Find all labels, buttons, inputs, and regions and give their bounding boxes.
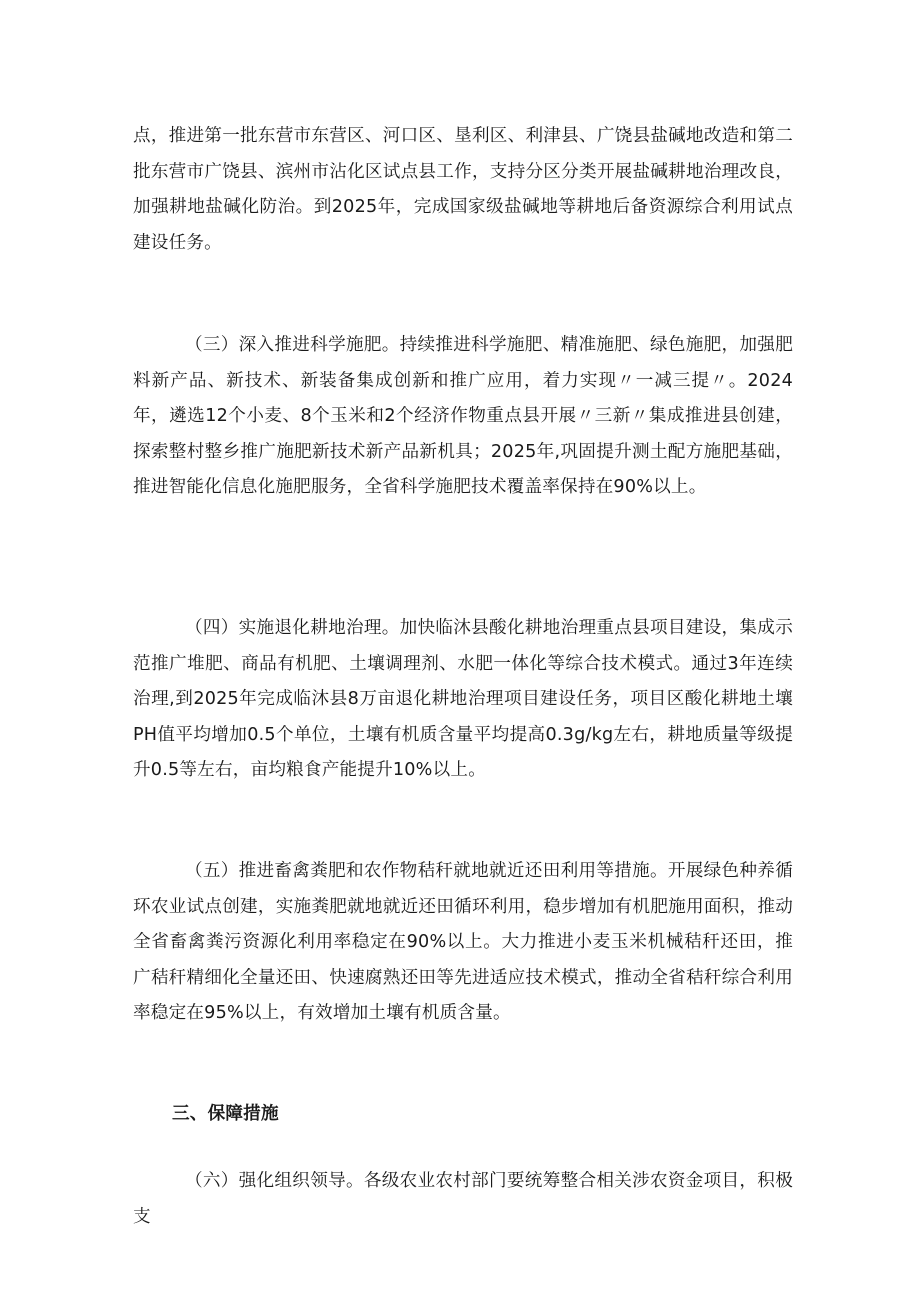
paragraph-saline-land: 点，推进第一批东营市东营区、河口区、垦利区、利津县、广饶县盐碱地改造和第二批东营市广饶县、滨州市沾化区试点县工作，支持分区分类开展盐碱耕地治理改良，加强耕地盐碱化防治。到2025年，完成国家级盐碱地等耕地后备资源综合利用试点建设任务。 [133,126,793,253]
paragraph-manure-straw-return: （五）推进畜禽粪肥和农作物秸秆就地就近还田利用等措施。开展绿色种养循环农业试点创建，实施粪肥就地就近还田循环利用，稳步增加有机肥施用面积，推动全省畜禽粪污资源化利用率稳定在90%以上。大力推进小麦玉米机械秸秆还田，推广秸秆精细化全量还田、快速腐熟还田等先进适应技术模式，推动全省秸秆综合利用率稳定在95%以上，有效增加土壤有机质含量。 [133,861,793,1024]
section-heading-safeguards: 三、保障措施 [172,1104,279,1124]
paragraph-organizational-leadership: （六）强化组织领导。各级农业农村部门要统筹整合相关涉农资金项目，积极支 [133,1171,793,1227]
paragraph-degraded-farmland: （四）实施退化耕地治理。加快临沐县酸化耕地治理重点县项目建设，集成示范推广堆肥、商品有机肥、土壤调理剂、水肥一体化等综合技术模式。通过3年连续治理,到2025年完成临沐县8万亩退化耕地治理项目建设任务，项目区酸化耕地土壤PH值平均增加0.5个单位，土壤有机质含量平均提高0.3g/kg左右，耕地质量等级提升0.5等左右，亩均粮食产能提升10%以上。 [133,618,793,781]
paragraph-scientific-fertilization: （三）深入推进科学施肥。持续推进科学施肥、精准施肥、绿色施肥，加强肥料新产品、新技术、新装备集成创新和推广应用，着力实现〃一减三提〃。2024年，遴选12个小麦、8个玉米和2个经济作物重点县开展〃三新〃集成推进县创建，探索整村整乡推广施肥新技术新产品新机具；2025年,巩固提升测土配方施肥基础，推进智能化信息化施肥服务，全省科学施肥技术覆盖率保持在90%以上。 [133,335,793,498]
